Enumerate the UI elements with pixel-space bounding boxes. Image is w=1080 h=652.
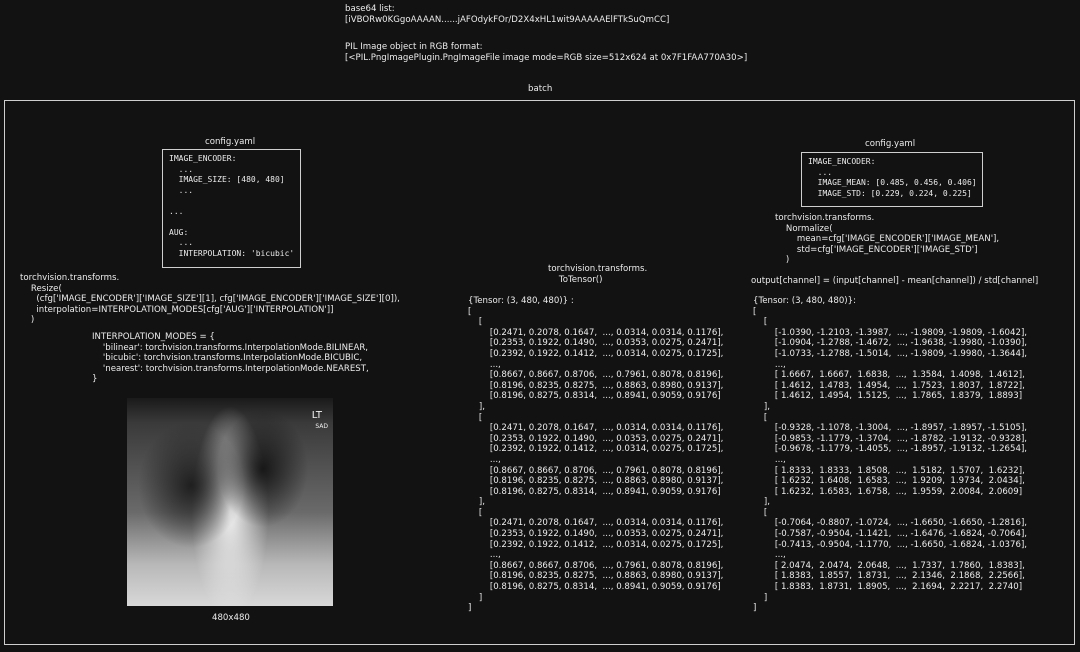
right-config-title: config.yaml — [865, 139, 916, 149]
totensor-output: {Tensor: (3, 480, 480)} : [ [ [0.2471, 0.2078, 0.1647, ..., 0.0314, 0.0314, 0.1176], [0.2353, 0.1922, 0.1490, ..., 0.0353, 0.0275, 0.2471], [0.2392, 0.1922, 0.1412, ..., 0.0314, 0.0275, 0.1725], ..., [0.8667, 0.8667, 0.8706, ..., 0.7961, 0.8078, 0.8196], [0.8196, 0.8235, 0.8275, ..., 0.8863, 0.8980, 0.9137], [0.8196, 0.8275, 0.8314, ..., 0.8941, 0.9059, 0.9176] ], [ [0.2471, 0.2078, 0.1647, ..., 0.0314, 0.0314, 0.1176], [0.2353, 0.1922, 0.1490, ..., 0.0353, 0.0275, 0.2471], [0.2392, 0.1922, 0.1412, ..., 0.0314, 0.0275, 0.1725], ..., [0.8667, 0.8667, 0.8706, ..., 0.7961, 0.8078, 0.8196], [0.8196, 0.8235, 0.8275, ..., 0.8863, 0.8980, 0.9137], [0.8196, 0.8275, 0.8314, ..., 0.8941, 0.9059, 0.9176] ], [ [0.2471, 0.2078, 0.1647, ..., 0.0314, 0.0314, 0.1176], [0.2353, 0.1922, 0.1490, ..., 0.0353, 0.0275, 0.2471], [0.2392, 0.1922, 0.1412, ..., 0.0314, 0.0275, 0.1725], ..., [0.8667, 0.8667, 0.8706, ..., 0.7961, 0.8078, 0.8196], [0.8196, 0.8235, 0.8275, ..., 0.8863, 0.8980, 0.9137], [0.8196, 0.8275, 0.8314, ..., 0.8941, 0.9059, 0.9176] ] ] — [468, 296, 724, 614]
xray-marker-lt: LT — [311, 410, 322, 421]
normalize-formula: output[channel] = (input[channel] - mean[channel]) / std[channel] — [751, 276, 1039, 286]
chest-xray-image — [127, 398, 333, 606]
xray-marker-sub: SAD — [315, 423, 328, 430]
resize-code: torchvision.transforms. Resize( (cfg['IMAGE_ENCODER']['IMAGE_SIZE'][1], cfg['IMAGE_ENCODER']['IMAGE_SIZE'][0]), interpolation=INTERPOLATION_MODES[cfg['AUG']['INTERPOLATION']] ) — [20, 273, 400, 326]
totensor-code: torchvision.transforms. ToTensor() — [548, 264, 648, 285]
pil-header: PIL Image object in RGB format: — [345, 42, 483, 52]
base64-header: base64 list: — [345, 4, 395, 14]
base64-value: [iVBORw0KGgoAAAAN......jAFOdykFOr/D2X4xHL1wit9AAAAAElFTkSuQmCC] — [345, 15, 670, 25]
interpolation-modes-code: INTERPOLATION_MODES = { 'bilinear': torchvision.transforms.InterpolationMode.BILINEAR, 'bicubic': torchvision.transforms.InterpolationMode.BICUBIC, 'nearest': torchvision.transforms.InterpolationMode.NEAREST, } — [92, 332, 369, 385]
batch-label: batch — [528, 84, 553, 94]
normalize-output: {Tensor: (3, 480, 480)}: [ [ [-1.0390, -1.2103, -1.3987, ..., -1.9809, -1.9809, -1.6042], [-1.0904, -1.2788, -1.4672, ..., -1.9638, -1.9980, -1.0390], [-1.0733, -1.2788, -1.5014, ..., -1.9809, -1.9980, -1.3644], ..., [ 1.6667, 1.6667, 1.6838, ..., 1.3584, 1.4098, 1.4612], [ 1.4612, 1.4783, 1.4954, ..., 1.7523, 1.8037, 1.8722], [ 1.4612, 1.4954, 1.5125, ..., 1.7865, 1.8379, 1.8893] ], [ [-0.9328, -1.1078, -1.3004, ..., -1.8957, -1.8957, -1.5105], [-0.9853, -1.1779, -1.3704, ..., -1.8782, -1.9132, -0.9328], [-0.9678, -1.1779, -1.4055, ..., -1.8957, -1.9132, -1.2654], ..., [ 1.8333, 1.8333, 1.8508, ..., 1.5182, 1.5707, 1.6232], [ 1.6232, 1.6408, 1.6583, ..., 1.9209, 1.9734, 2.0434], [ 1.6232, 1.6583, 1.6758, ..., 1.9559, 2.0084, 2.0609] ], [ [-0.7064, -0.8807, -1.0724, ..., -1.6650, -1.6650, -1.2816], [-0.7587, -0.9504, -1.1421, ..., -1.6476, -1.6824, -0.7064], [-0.7413, -0.9504, -1.1770, ..., -1.6650, -1.6824, -1.0376], ..., [ 2.0474, 2.0474, 2.0648, ..., 1.7337, 1.7860, 1.8383], [ 1.8383, 1.8557, 1.8731, ..., 2.1346, 2.1868, 2.2566], [ 1.8383, 1.8731, 1.8905, ..., 2.1694, 2.2217, 2.2740] ] ] — [753, 296, 1028, 614]
normalize-code: torchvision.transforms. Normalize( mean=cfg['IMAGE_ENCODER']['IMAGE_MEAN'], std=cfg['IMAGE_ENCODER']['IMAGE_STD'] ) — [775, 213, 1000, 266]
pil-value: [<PIL.PngImagePlugin.PngImageFile image mode=RGB size=512x624 at 0x7F1FAA770A30>] — [345, 53, 748, 63]
right-config-text: IMAGE_ENCODER: ... IMAGE_MEAN: [0.485, 0.456, 0.406] IMAGE_STD: [0.229, 0.224, 0.225] — [808, 157, 977, 198]
left-config-box — [162, 149, 301, 268]
left-config-text: IMAGE_ENCODER: ... IMAGE_SIZE: [480, 480] ... ... AUG: ... INTERPOLATION: 'bicubic' — [169, 154, 295, 258]
right-config-box — [801, 152, 983, 207]
left-config-title: config.yaml — [205, 137, 256, 147]
image-caption: 480x480 — [212, 613, 250, 623]
